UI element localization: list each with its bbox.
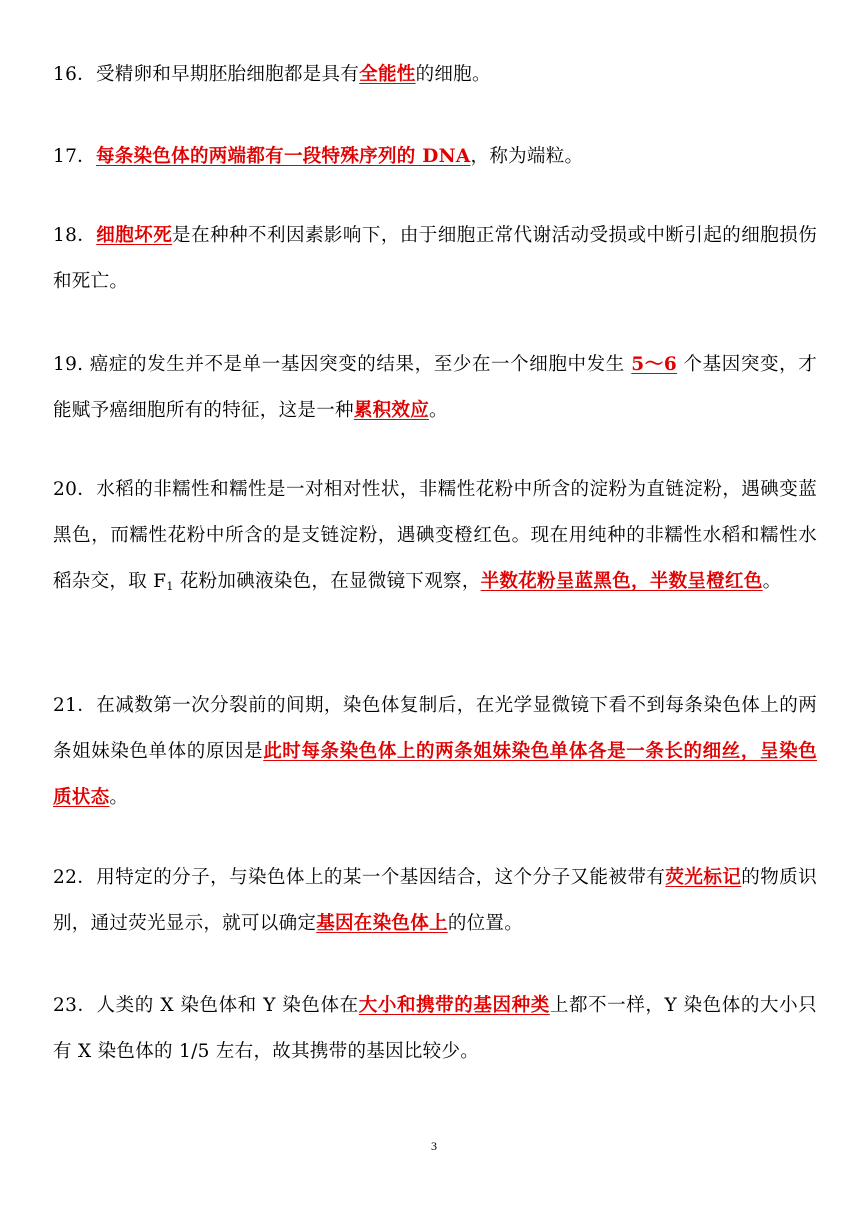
text-run: 20．水稻的非糯性和糯性是一对相对性状，非糯性花粉中所含的淀粉为直链淀粉，遇碘变蓝黑色，而糯性花粉中所含的是支链淀粉，遇碘变橙红色。现在用纯种的非糯性水稻和糯性水稻杂交，取 F (53, 479, 817, 592)
page-number: 3 (431, 1139, 437, 1153)
answer-highlight: 基因在染色体上 (316, 913, 448, 934)
answer-highlight: 此时每条染色体上的两条姐妹染色单体各是一条长的细丝，呈染色质状态 (53, 741, 817, 808)
answer-highlight: 大小和携带的基因种类 (358, 995, 550, 1016)
text-run: 花粉加碘液染色，在显微镜下观察， (173, 571, 481, 592)
item-21 (53, 683, 817, 821)
item-23 (53, 983, 817, 1075)
text-run: 18． (53, 225, 97, 246)
answer-highlight: 5～6 (631, 354, 678, 375)
text-run: ，称为端粒。 (470, 146, 584, 167)
item-17 (53, 134, 817, 180)
text-run: 是在种种不利因素影响下，由于细胞正常代谢活动受损或中断引起的细胞损伤和死亡。 (53, 225, 817, 292)
item-18 (53, 213, 817, 305)
text-run: 21．在减数第一次分裂前的间期，染色体复制后，在光学显微镜下看不到每条染色体上的两条姐妹染色单体的原因是 (53, 695, 817, 762)
text-run: 17． (53, 146, 96, 167)
text-run: 。 (762, 571, 782, 592)
answer-highlight: 半数花粉呈蓝黑色，半数呈橙红色 (480, 571, 763, 592)
text-run: 上都不一样，Y 染色体的大小只有 X 染色体的 1/5 左右，故其携带的基因比较少。 (53, 995, 817, 1062)
text-run: 16．受精卵和早期胚胎细胞都是具有 (53, 64, 360, 85)
item-20 (53, 467, 817, 610)
item-16 (53, 52, 817, 98)
subscript: 1 (166, 580, 174, 593)
text-run: 。 (429, 400, 448, 421)
text-run: 的细胞。 (415, 64, 491, 85)
text-run: 23．人类的 X 染色体和 Y 染色体在 (53, 995, 359, 1016)
answer-highlight: 细胞坏死 (96, 225, 173, 246)
item-22 (53, 855, 817, 947)
text-run: 22．用特定的分子，与染色体上的某一个基因结合，这个分子又能被带有 (53, 867, 666, 888)
answer-highlight: 每条染色体的两端都有一段特殊序列的 DNA (95, 146, 471, 167)
answer-highlight: 荧光标记 (665, 867, 742, 888)
text-run: 的位置。 (447, 913, 524, 934)
answer-highlight: 全能性 (359, 64, 416, 85)
item-19 (53, 342, 817, 434)
text-run: 。 (109, 787, 129, 808)
text-run: 个基因突变，才能赋予癌细胞所有的特征，这是一种 (53, 354, 817, 421)
answer-highlight: 累积效应 (353, 400, 430, 421)
text-run: 的物质识别，通过荧光显示，就可以确定 (53, 867, 818, 934)
text-run: 19. 癌症的发生并不是单一基因突变的结果，至少在一个细胞中发生 (53, 354, 632, 375)
